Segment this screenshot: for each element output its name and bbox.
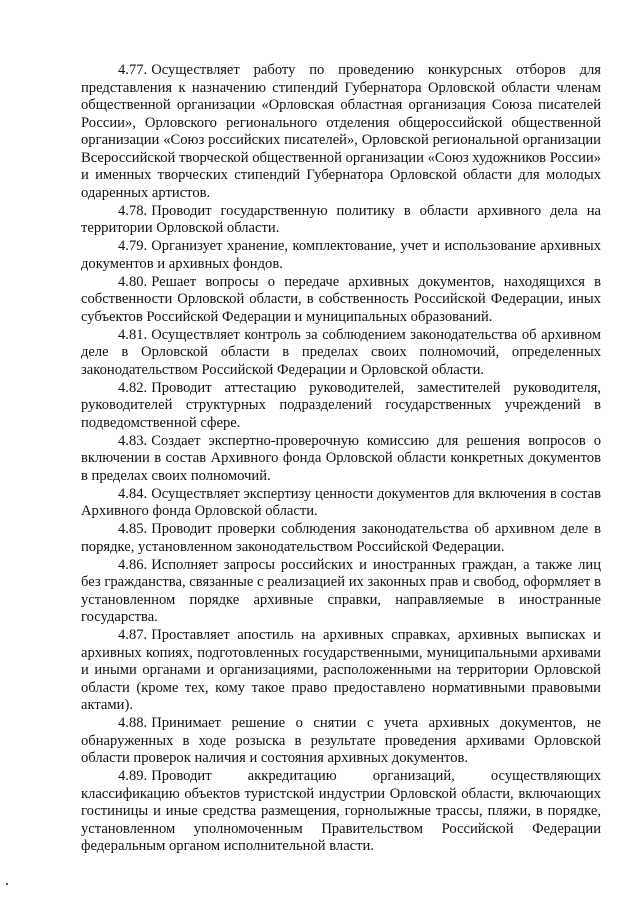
- paragraph-number: 4.84.: [118, 485, 148, 502]
- paragraph-number: 4.83.: [118, 432, 148, 449]
- paragraph-4-84: [81, 486, 601, 521]
- paragraph-text: Создает экспертно-проверочную комиссию для решения вопросов о включении в состав Архивного фонда Орловской области конкретных документов в пределах своих полномочий.: [81, 432, 601, 484]
- paragraph-text: Проставляет апостиль на архивных справках, архивных выписках и архивных копиях, подготовленных государственными, муниципальными архивами и иными органами и организациями, расположенными на территории Орловской области (кроме тех, кому такое право предоставлено нормативными правовыми актами).: [81, 627, 601, 713]
- paragraph-4-88: [81, 715, 601, 768]
- document-body: [81, 62, 601, 856]
- paragraph-4-82: [81, 380, 601, 433]
- paragraph-number: 4.77.: [118, 62, 148, 78]
- paragraph-number: 4.82.: [118, 379, 148, 396]
- paragraph-text: Осуществляет экспертизу ценности документов для включения в состав Архивного фонда Орловской области.: [81, 485, 601, 519]
- paragraph-4-78: [81, 203, 601, 238]
- paragraph-4-80: [81, 274, 601, 327]
- paragraph-text: Проводит проверки соблюдения законодательства об архивном деле в порядке, установленном законодательством Российской Федерации.: [81, 521, 601, 555]
- paragraph-number: 4.79.: [118, 238, 148, 254]
- paragraph-text: Исполняет запросы российских и иностранных граждан, а также лиц без гражданства, связанные с реализацией их законных прав и свобод, оформляет в установленном порядке архивные справки, направляемые в иностранные государства.: [81, 556, 601, 625]
- paragraph-4-79: [81, 238, 601, 273]
- paragraph-number: 4.78.: [118, 202, 148, 219]
- scan-speck: [6, 883, 8, 885]
- paragraph-number: 4.86.: [118, 556, 148, 573]
- paragraph-number: 4.87.: [118, 627, 148, 643]
- paragraph-text: Проводит государственную политику в области архивного дела на территории Орловской области.: [81, 202, 601, 236]
- paragraph-4-81: [81, 327, 601, 380]
- paragraph-text: Осуществляет работу по проведению конкурсных отборов для представления к назначению стипендий Губернатора Орловской области членам общественной организации «Орловская областная организация Союза писателей России», Орловского регионального отделения общероссийской общественной организации «Союз российских писателей», Орловской региональной организации Всероссийской творческой общественной организации «Союз художников России» и именных творческих стипендий Губернатора Орловской области для молодых одаренных артистов.: [81, 62, 601, 201]
- paragraph-text: Проводит аттестацию руководителей, заместителей руководителя, руководителей структурных подразделений государственных учреждений в подведомственной сфере.: [81, 379, 601, 431]
- paragraph-text: Проводит аккредитацию организаций, осуществляющих классификацию объектов туристской индустрии Орловской области, включающих гостиницы и иные средства размещения, горнолыжные трассы, пляжи, в порядке, установленном уполномоченным Правительством Российской Федерации федеральным органом исполнительной власти.: [81, 768, 601, 854]
- paragraph-number: 4.80.: [118, 273, 148, 290]
- paragraph-4-89: [81, 768, 601, 856]
- paragraph-number: 4.88.: [118, 715, 148, 731]
- paragraph-4-87: [81, 627, 601, 715]
- paragraph-text: Осуществляет контроль за соблюдением законодательства об архивном деле в Орловской области в пределах своих полномочий, определенных законодательством Российской Федерации и Орловской области.: [81, 326, 601, 378]
- paragraph-4-83: [81, 433, 601, 486]
- paragraph-number: 4.89.: [118, 768, 148, 784]
- paragraph-text: Организует хранение, комплектование, учет и использование архивных документов и архивных фондов.: [81, 238, 601, 272]
- paragraph-text: Принимает решение о снятии с учета архивных документов, не обнаруженных в ходе розыска в результате проведения архивами Орловской области проверок наличия и состояния архивных документов.: [81, 715, 601, 766]
- paragraph-4-77: [81, 62, 601, 202]
- paragraph-number: 4.81.: [118, 326, 148, 343]
- paragraph-text: Решает вопросы о передаче архивных документов, находящихся в собственности Орловской области, в собственность Российской Федерации, иных субъектов Российской Федерации и муниципальных образований.: [81, 273, 601, 325]
- paragraph-4-85: [81, 521, 601, 556]
- paragraph-number: 4.85.: [118, 521, 148, 537]
- paragraph-4-86: [81, 557, 601, 627]
